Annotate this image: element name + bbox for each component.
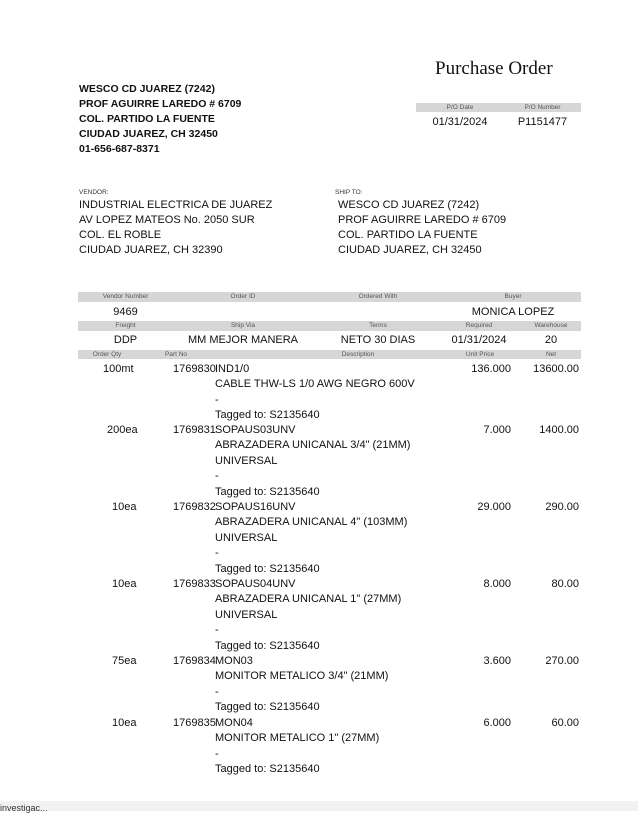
ship-via: MM MEJOR MANERA [188, 334, 298, 346]
vendor-colony: COL. EL ROBLE [79, 229, 162, 241]
company-address [79, 82, 241, 157]
order-info-header [78, 292, 581, 302]
item-desc-line: Tagged to: S2135640 [215, 562, 320, 575]
footer-bar [0, 801, 638, 811]
po-date-label: P/O Date [446, 104, 474, 111]
vendor-name: INDUSTRIAL ELECTRICA DE JUAREZ [79, 199, 273, 211]
item-net: 1400.00 [539, 424, 579, 436]
item-desc-line: SOPAUS03UNV [215, 424, 296, 436]
company-name: WESCO CD JUAREZ (7242) [79, 83, 215, 95]
item-net: 80.00 [551, 578, 579, 590]
ordered-with-label: Ordered With [358, 293, 398, 300]
required-date: 01/31/2024 [451, 334, 507, 346]
document-title: Purchase Order [435, 58, 553, 79]
item-price: 6.000 [483, 717, 511, 729]
po-date: 01/31/2024 [432, 116, 488, 128]
company-phone: 01-656-687-8371 [79, 143, 160, 155]
item-desc-line: ABRAZADERA UNICANAL 1" (27MM) [215, 593, 402, 606]
vendor-block [79, 189, 272, 258]
item-part: 1769834 [173, 655, 216, 667]
item-part: 1769831 [173, 424, 216, 436]
item-net: 60.00 [551, 717, 579, 729]
order-info-values [78, 305, 581, 319]
item-net: 290.00 [545, 501, 579, 513]
item-desc-line: - [215, 624, 219, 637]
item-desc-line: Tagged to: S2135640 [215, 701, 320, 714]
company-street: PROF AGUIRRE LAREDO # 6709 [79, 98, 242, 110]
item-desc-line: SOPAUS04UNV [215, 578, 296, 590]
company-colony: COL. PARTIDO LA FUENTE [79, 113, 215, 125]
buyer: MONICA LOPEZ [471, 306, 555, 318]
order-id-label: Order ID [230, 293, 256, 300]
warehouse: 20 [544, 334, 558, 346]
freight-label: Freight [115, 322, 136, 329]
vendor-street: AV LOPEZ MATEOS No. 2050 SUR [79, 214, 255, 226]
terms-values [78, 333, 581, 347]
po-number-label: P/O Number [524, 104, 561, 111]
items-header [78, 350, 581, 359]
item-desc-line: MON03 [215, 655, 253, 667]
item-desc-line: Tagged to: S2135640 [215, 409, 320, 422]
item-desc-line: - [215, 393, 219, 406]
qty-header: Order Qty [92, 351, 122, 358]
freight: DDP [113, 334, 138, 346]
item-desc-line: ABRAZADERA UNICANAL 4" (103MM) [215, 516, 408, 529]
po-number: P1151477 [517, 116, 568, 128]
item-qty: 10ea [112, 717, 137, 729]
item-price: 8.000 [483, 578, 511, 590]
item-part: 1769833 [173, 578, 216, 590]
item-desc-line: UNIVERSAL [215, 454, 278, 467]
item-net: 270.00 [545, 655, 579, 667]
ship-via-label: Ship Via [230, 322, 256, 329]
item-desc-line: CABLE THW-LS 1/0 AWG NEGRO 600V [215, 378, 415, 391]
item-price: 29.000 [477, 501, 511, 513]
item-price: 136.000 [471, 363, 511, 375]
vendor-city: CIUDAD JUAREZ, CH 32390 [79, 244, 223, 256]
footer-text: investigac... [0, 803, 48, 813]
item-qty: 200ea [107, 424, 138, 436]
price-header: Unit Price [465, 351, 495, 358]
ship-to-name: WESCO CD JUAREZ (7242) [338, 199, 480, 211]
item-qty: 10ea [112, 578, 137, 590]
item-desc-line: MONITOR METALICO 3/4" (21MM) [215, 670, 389, 683]
item-net: 13600.00 [533, 363, 579, 375]
buyer-label: Buyer [504, 293, 522, 300]
net-header: Net [545, 351, 557, 358]
required-label: Required [465, 322, 493, 329]
item-part: 1769830 [173, 363, 216, 375]
terms: NETO 30 DIAS [340, 334, 416, 346]
item-desc-line: MONITOR METALICO 1" (27MM) [215, 732, 380, 745]
item-desc-line: UNIVERSAL [215, 608, 278, 621]
vendor-label: VENDOR: [79, 189, 109, 196]
item-desc-line: - [215, 685, 219, 698]
item-part: 1769835 [173, 717, 216, 729]
item-part: 1769832 [173, 501, 216, 513]
item-desc-line: UNIVERSAL [215, 531, 278, 544]
description-header: Description [341, 351, 375, 358]
ship-to-street: PROF AGUIRRE LAREDO # 6709 [338, 214, 507, 226]
item-qty: 10ea [112, 501, 137, 513]
item-desc-line: IND1/0 [215, 363, 250, 375]
vendor-number-label: Vendor Number [102, 293, 149, 300]
part-header: Part No [164, 351, 188, 358]
item-desc-line: MON04 [215, 717, 253, 729]
item-desc-line: - [215, 747, 219, 760]
ship-to-block [335, 189, 506, 258]
item-desc-line: Tagged to: S2135640 [215, 639, 320, 652]
item-price: 3.600 [483, 655, 511, 667]
ship-to-city: CIUDAD JUAREZ, CH 32450 [338, 244, 482, 256]
ship-to-label: SHIP TO: [335, 189, 363, 196]
item-desc-line: Tagged to: S2135640 [215, 485, 320, 498]
item-qty: 75ea [112, 655, 137, 667]
warehouse-label: Warehouse [534, 322, 568, 329]
item-desc-line: SOPAUS16UNV [215, 501, 296, 513]
item-qty: 100mt [103, 363, 134, 375]
item-desc-line: - [215, 470, 219, 483]
item-price: 7.000 [483, 424, 511, 436]
item-desc-line: - [215, 547, 219, 560]
ship-to-colony: COL. PARTIDO LA FUENTE [338, 229, 478, 241]
terms-label: Terms [369, 322, 387, 329]
po-info-box [416, 103, 581, 128]
vendor-number: 9469 [113, 306, 138, 318]
item-desc-line: ABRAZADERA UNICANAL 3/4" (21MM) [215, 439, 411, 452]
item-desc-line: Tagged to: S2135640 [215, 763, 320, 776]
company-city: CIUDAD JUAREZ, CH 32450 [79, 128, 218, 140]
terms-header [78, 321, 581, 331]
